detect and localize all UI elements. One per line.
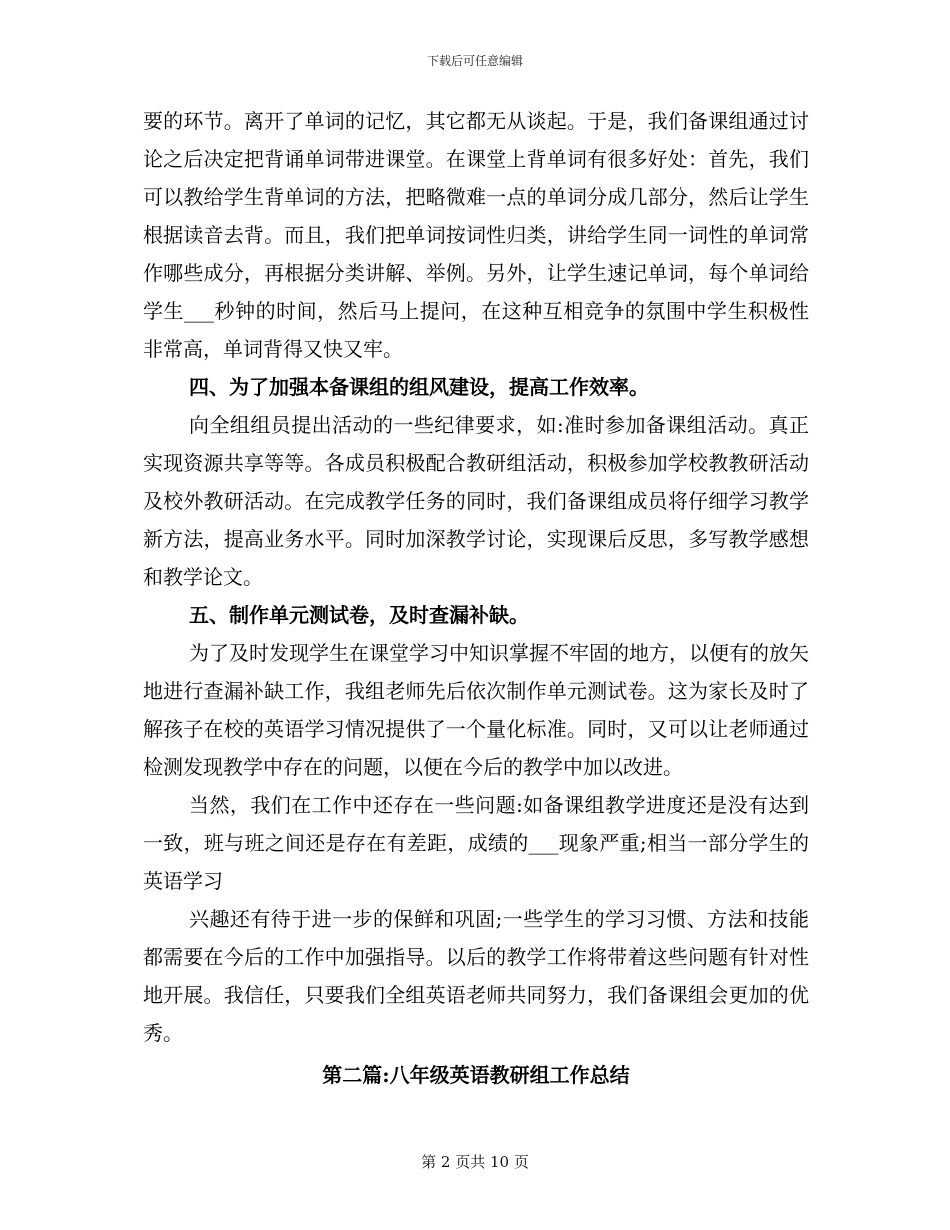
paragraph-outlook: 兴趣还有待于进一步的保鲜和巩固;一些学生的学习习惯、方法和技能都需要在今后的工作中加强指导。以后的教学工作将带着这些问题有针对性地开展。我信任，只要我们全组英语老师共同努力，我们备课组会更加的优秀。 [143, 907, 809, 1045]
document-body [143, 102, 809, 1094]
paragraph-problems: 当然，我们在工作中还存在一些问题:如备课组教学进度还是没有达到一致，班与班之间还是存在有差距，成绩的___现象严重;相当一部分学生的英语学习 [143, 793, 809, 893]
paragraph-group-discipline: 向全组组员提出活动的一些纪律要求，如:准时参加备课组活动。真正实现资源共享等等。各成员积极配合教研组活动，积极参加学校教教研活动及校外教研活动。在完成教学任务的同时，我们备课组成员将仔细学习教学新方法，提高业务水平。同时加深教学讨论，实现课后反思，多写教学感想和教学论文。 [143, 413, 809, 589]
section-title-part-two: 第二篇:八年级英语教研组工作总结 [322, 1063, 630, 1087]
heading-section-four: 四、为了加强本备课组的组风建设，提高工作效率。 [189, 375, 649, 399]
paragraph-vocabulary: 要的环节。离开了单词的记忆，其它都无从谈起。于是，我们备课组通过讨论之后决定把背诵单词带进课堂。在课堂上背单词有很多好处：首先，我们可以教给学生背单词的方法，把略微难一点的单词分成几部分，然后让学生根据读音去背。而且，我们把单词按词性归类，讲给学生同一词性的单词常作哪些成分，再根据分类讲解、举例。另外，让学生速记单词，每个单词给学生___秒钟的时间，然后马上提问，在这种互相竞争的氛围中学生积极性非常高，单词背得又快又牢。 [143, 109, 809, 361]
heading-section-five: 五、制作单元测试卷，及时查漏补缺。 [189, 603, 529, 627]
paragraph-unit-tests: 为了及时发现学生在课堂学习中知识掌握不牢固的地方，以便有的放矢地进行查漏补缺工作，我组老师先后依次制作单元测试卷。这为家长及时了解孩子在校的英语学习情况提供了一个量化标准。同时，又可以让老师通过检测发现教学中存在的问题，以便在今后的教学中加以改进。 [143, 641, 809, 779]
page-number: 第 2 页共 10 页 [421, 1153, 529, 1171]
page-header: 下载后可任意编辑 [426, 54, 523, 68]
